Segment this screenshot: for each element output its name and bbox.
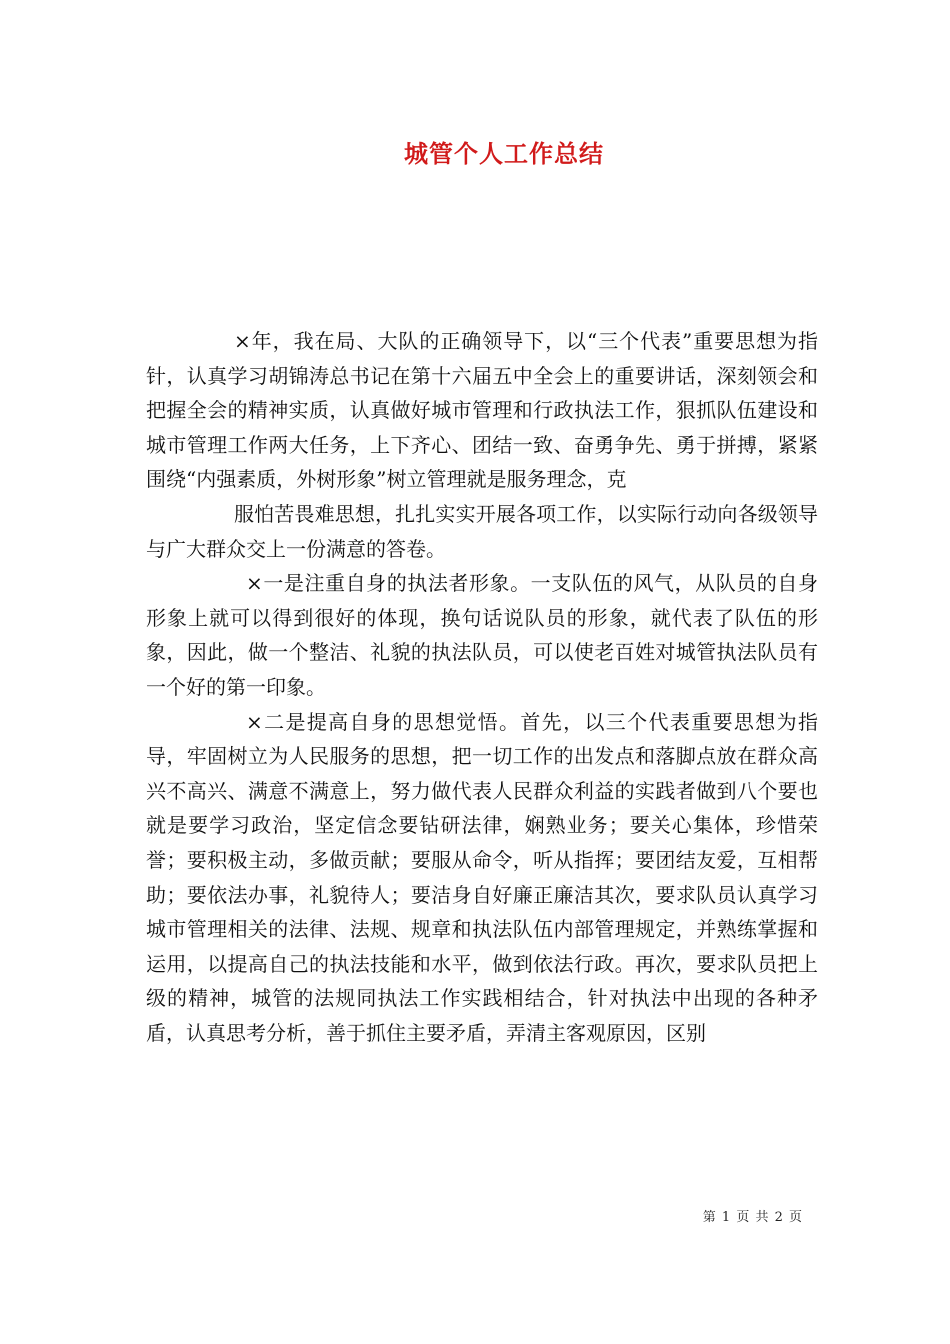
document-body: [146, 324, 818, 1050]
paragraph-intro: ×年，我在局、大队的正确领导下，以“三个代表”重要思想为指针，认真学习胡锦涛总书记在第十六届五中全会上的重要讲话，深刻领会和把握全会的精神实质，认真做好城市管理和行政执法工作，狠抓队伍建设和城市管理工作两大任务，上下齐心、团结一致、奋勇争先、勇于拼搏，紧紧围绕“内强素质，外树形象”树立管理就是服务理念，克: [146, 329, 818, 492]
paragraph-continuation: 服怕苦畏难思想，扎扎实实开展各项工作，以实际行动向各级领导与广大群众交上一份满意的答卷。: [146, 501, 818, 561]
page-number-footer: 第 1 页 共 2 页: [702, 1210, 803, 1225]
document-title: 城管个人工作总结: [404, 139, 604, 168]
paragraph-point-two: ×二是提高自身的思想觉悟。首先，以三个代表重要思想为指导，牢固树立为人民服务的思想，把一切工作的出发点和落脚点放在群众高兴不高兴、满意不满意上，努力做代表人民群众利益的实践者做到八个要也就是要学习政治，坚定信念要钻研法律，娴熟业务；要关心集体，珍惜荣誉；要积极主动，多做贡献；要服从命令，听从指挥；要团结友爱，互相帮助；要依法办事，礼貌待人；要洁身自好廉正廉洁其次，要求队员认真学习城市管理相关的法律、法规、规章和执法队伍内部管理规定，并熟练掌握和运用，以提高自己的执法技能和水平，做到依法行政。再次，要求队员把上级的精神，城管的法规同执法工作实践相结合，针对执法中出现的各种矛盾，认真思考分析，善于抓住主要矛盾，弄清主客观原因，区别: [146, 709, 818, 1045]
paragraph-point-one: ×一是注重自身的执法者形象。一支队伍的风气，从队员的自身形象上就可以得到很好的体现，换句话说队员的形象，就代表了队伍的形象，因此，做一个整洁、礼貌的执法队员，可以使老百姓对城管执法队员有一个好的第一印象。: [146, 571, 818, 699]
